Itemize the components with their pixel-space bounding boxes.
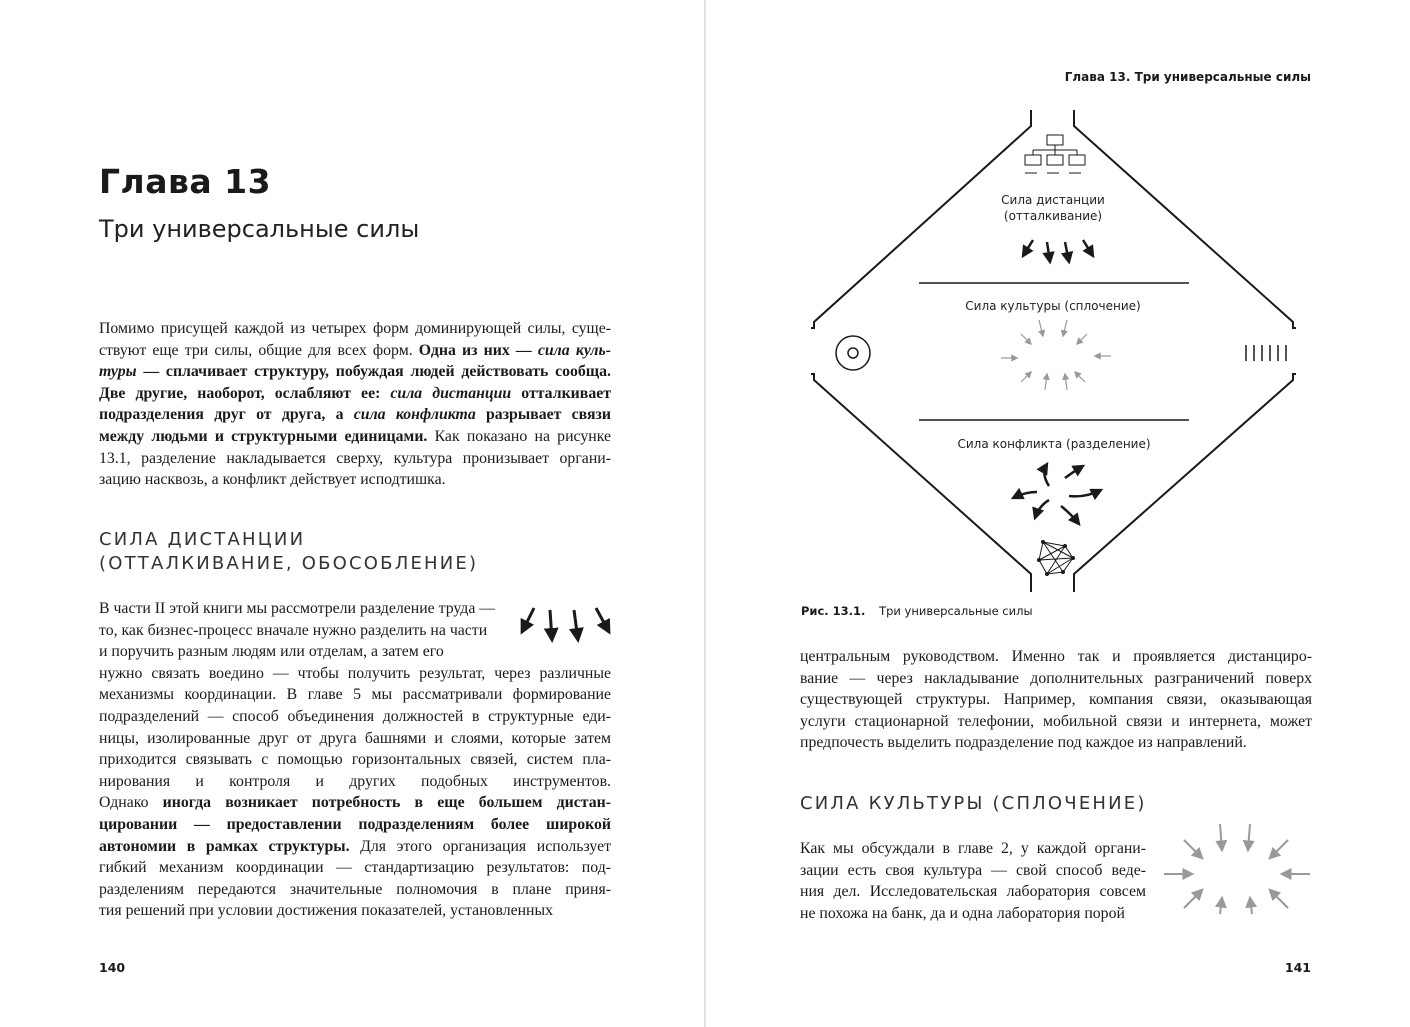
text-line [99,318,611,340]
text-line [99,836,611,858]
text-line: центральным руководством. Именно так и проявляется дистанциро- [800,648,1312,665]
text-run: гибкий механизм координации — стандартизацию результатов: под- [99,859,611,877]
text-run: — сплачивает структуру, побуждая людей действовать сообща. [136,363,611,381]
text-run: приходится связывать с помощью горизонтальных связей, систем пла- [99,751,611,769]
text-run: сила дистанции [390,384,512,402]
text-line: зации есть своя культура — свой способ веде- [800,861,1146,879]
text-run: ницы, изолированные друг от друга башнями и слоями, которые затем [99,729,611,747]
text-run: и поручить разным людям или отделам, а затем его [99,643,444,661]
forces-diagram [811,108,1311,594]
text-run: нужно связать воедино — чтобы получить результат, через различные [99,664,611,682]
text-line [99,598,501,620]
text-run: подразделений — способ объединения должностей в структурные еди- [99,707,611,725]
text-run: тия решений при условии достижения показателей, установленных [99,902,554,920]
text-run: сила куль- [537,341,611,359]
text-line: существующей структуры. Например, компания связи, оказывающая [800,691,1312,709]
text-line [99,620,501,642]
text-run: отталкивает [511,384,611,402]
text-line [99,663,611,685]
text-line: не похожа на банк, да и одна лаборатория порой [800,904,1125,922]
diamond-outline [811,110,1296,592]
text-run: туры [99,363,137,381]
text-line [99,749,611,771]
text-run: Однако [99,794,163,812]
text-run: разрывает связи [475,406,611,424]
culture-force-arrows-icon [1001,320,1111,390]
page-number: 140 [99,960,126,975]
body-paragraph [99,598,611,922]
text-line [99,879,611,901]
text-line [99,684,611,706]
text-line [99,728,611,750]
distance-label: Сила дистанции [1001,193,1105,207]
vertical-bars-icon [1246,345,1286,361]
text-line [99,771,611,793]
conflict-force-arrows-icon [1013,464,1101,524]
left-page [0,0,704,1027]
section-heading-line: (ОТТАЛКИВАНИЕ, ОБОСОБЛЕНИЕ) [99,553,479,574]
text-run: Помимо присущей каждой из четырех форм доминирующей силы, суще- [99,320,611,337]
text-line: ния дел. Исследовательская лаборатория совсем [800,883,1146,901]
text-run: иногда возникает потребность в еще большем дистан- [162,794,611,812]
chapter-subtitle: Три универсальные силы [99,215,420,243]
text-run: Одна из них — [418,341,538,359]
text-line [99,361,611,383]
text-run: Как показано на рисунке [427,427,611,445]
text-line [99,469,611,491]
text-run: зацию насквозь, а конфликт действует исподтишка. [99,471,446,489]
caption-text: Три универсальные силы [879,604,1033,618]
right-page [706,0,1410,1027]
text-run: то, как бизнес-процесс вначале нужно разделить на части [99,621,488,639]
text-run: цировании — предоставлении подразделениям более широкой [99,815,611,833]
text-line [99,814,611,836]
text-run: Для этого организация использует [349,837,611,855]
text-line [99,426,611,448]
target-icon [836,336,870,370]
text-line [99,792,611,814]
section-heading-line: СИЛА ДИСТАНЦИИ [99,529,306,550]
distance-force-arrows-icon [1023,240,1093,262]
text-line [99,641,501,663]
text-line [99,448,611,470]
text-run: механизмы координации. В главе 5 мы рассматривали формирование [99,686,611,704]
text-line [99,706,611,728]
text-line [99,900,611,922]
text-line: вание — через накладывание дополнительных разграничений поверх [800,669,1312,687]
conflict-label: Сила конфликта (разделение) [957,437,1151,451]
org-chart-icon [1025,135,1085,173]
text-run: автономии в рамках структуры. [99,837,350,855]
section-heading-distance [99,528,478,576]
text-line [99,383,611,405]
intro-paragraph [99,318,611,491]
text-line: Как мы обсуждали в главе 2, у каждой органи- [800,840,1146,857]
text-run: ствуют еще три силы, общие для всех форм. [99,341,419,359]
text-line [99,404,611,426]
section-heading-culture: СИЛА КУЛЬТУРЫ (СПЛОЧЕНИЕ) [800,793,1147,814]
caption-label: Рис. 13.1. [801,604,866,618]
culture-paragraph [800,838,1146,924]
text-run: нирования и контроля и других подобных инструментов. [99,772,611,790]
page-number: 141 [1284,960,1311,975]
network-icon [1037,540,1075,576]
figure-caption [801,604,1033,618]
text-line [99,340,611,362]
text-run: сила конфликта [353,406,476,424]
text-run: Две другие, наоборот, ослабляют ее: [99,384,391,402]
text-run: подразделения друг от друга, а [99,406,354,424]
running-head: Глава 13. Три универсальные силы [1064,70,1311,84]
text-run: В части II этой книги мы рассмотрели разделение труда — [99,600,496,617]
text-run: разделениям передаются значительные полномочия в плане приня- [99,880,611,898]
text-line: предпочесть выделить подразделение под каждое из направлений. [800,734,1247,752]
text-run: 13.1, разделение накладывается сверху, культура пронизывает органи- [99,449,611,467]
distance-label-sub: (отталкивание) [1003,209,1103,223]
chapter-title: Глава 13 [99,162,272,201]
culture-label: Сила культуры (сплочение) [965,299,1141,313]
culture-arrows-icon [1162,820,1314,916]
text-line [99,857,611,879]
continuation-paragraph [800,646,1312,754]
text-line: услуги стационарной телефонии, мобильной связи и интернета, может [800,712,1312,730]
text-run: между людьми и структурными единицами. [99,427,428,445]
